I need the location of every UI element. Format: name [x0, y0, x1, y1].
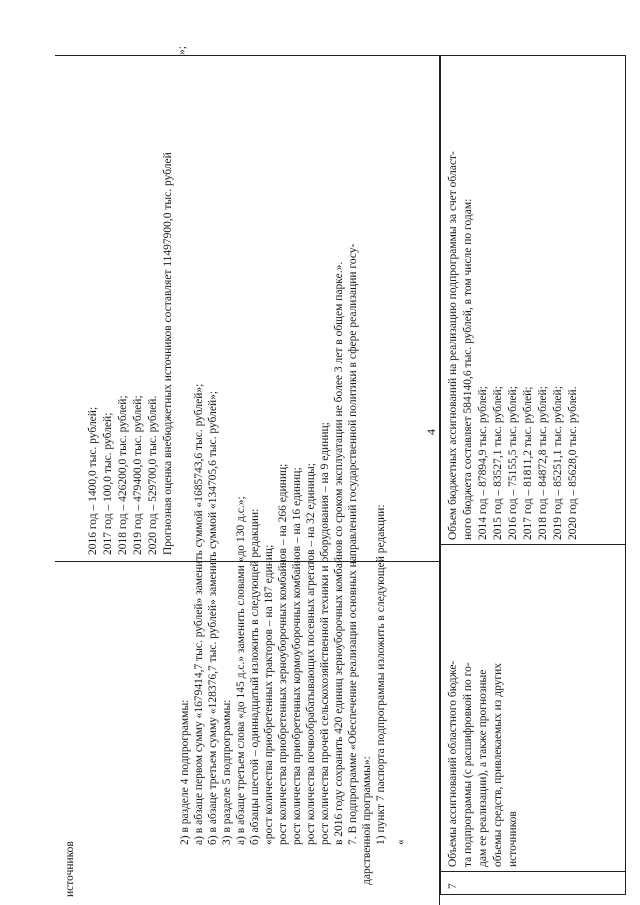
- body-line: 3) в разделе 5 подпрограммы:: [221, 699, 233, 845]
- table-row: 2018 год – 426200,0 тыс. рублей;: [117, 395, 129, 555]
- table-row: 2020 год – 529700,0 тыс. рублей.: [147, 395, 159, 555]
- table-cell-right: 2016 год – 75155,5 тыс. рублей;: [507, 386, 519, 540]
- table-row: 2017 год – 100,0 тыс. рублей;: [102, 412, 114, 555]
- table-cell-left: Объемы ассигнований областного бюдже-: [447, 660, 459, 867]
- table-row: 2016 год – 1400,0 тыс. рублей;: [87, 406, 99, 555]
- table-row: Прогнозная оценка внебюджетных источников составляет 11497900,0 тыс. рублей: [162, 152, 174, 555]
- body-line: 2) в разделе 4 подпрограммы:: [179, 699, 191, 845]
- body-line: «рост количества приобретенных тракторов – на 187 единиц;: [263, 544, 275, 845]
- table-cell-right: 2014 год – 87894,9 тыс. рублей;: [477, 386, 489, 540]
- table-row: 2019 год – 479400,0 тыс. рублей;: [132, 395, 144, 555]
- table-cell-right: 2015 год – 83527,1 тыс. рублей;: [492, 386, 504, 540]
- table-cell-left: объемы средств, привлекаемых из других: [492, 662, 504, 867]
- row-number: 7: [447, 883, 459, 889]
- body-line: 1) пункт 7 паспорта подпрограммы изложить в следующей редакции:: [375, 504, 387, 845]
- body-line: дарственной программы»:: [361, 756, 373, 885]
- table-cell-right: Объем бюджетных ассигнований на реализацию подпрограммы за счет област-: [447, 151, 459, 540]
- body-line: рост количества приобретенных кормоуборочных комбайнов – на 16 единиц;: [291, 467, 303, 845]
- table-cell-left: источников: [507, 811, 519, 867]
- body-line: рост количества приобретенных зерноуборочных комбайнов – на 266 единиц;: [277, 463, 289, 845]
- body-line: б) в абзаце третьем сумму «128376,7 тыс. рублей» заменить суммой «134705,6 тыс. рублей»;: [207, 390, 219, 845]
- table-cell-right: ного бюджета составляет 584140,6 тыс. рублей, в том числе по годам:: [462, 198, 474, 540]
- table-divider: [441, 871, 625, 872]
- table-cell-left: дам ее реализации), а также прогнозные: [477, 669, 489, 867]
- body-line: в 2016 году сохранить 420 единиц зерноуборочных комбайнов со сроком эксплуатации не более 3 лет в общем парке.».: [333, 261, 345, 845]
- page-number: 4: [424, 429, 438, 435]
- body-line: а) в абзаце третьем слова «до 145 д.с.» заменить словами «до 130 д.с.»;: [235, 496, 247, 845]
- label-cell: источников: [64, 841, 76, 897]
- table-divider: [441, 544, 625, 545]
- table-cell-right: 2020 год – 85628,0 тыс. рублей.: [567, 386, 579, 540]
- table-cell-right: 2017 год – 81811,2 тыс. рублей;: [522, 386, 534, 540]
- body-line: 7. В подпрограмме «Обеспечение реализации основных направлений государственной политики в сфере реализации госу-: [347, 243, 359, 845]
- opening-quote: «: [395, 839, 407, 845]
- table-cell-right: 2019 год – 85251,1 тыс. рублей;: [552, 386, 564, 540]
- table-cell-left: та подпрограммы (с расшифровкой по го-: [462, 662, 474, 867]
- body-line: б) абзацы шестой – одиннадцатый изложить в следующей редакции:: [249, 508, 261, 845]
- table-cell-right: 2018 год – 84872,8 тыс. рублей;: [537, 386, 549, 540]
- body-line: рост количества прочей сельскохозяйственной техники и оборудования – на 9 единиц;: [319, 422, 331, 845]
- body-line: рост количества почвообрабатывающих посевных агрегатов – на 32 единицы;: [305, 463, 317, 845]
- body-line: а) в абзаце первом сумму «1679414,7 тыс. рублей» заменить суммой «1685743,6 тыс. рублей»;: [193, 383, 205, 845]
- closing-quote: »;: [176, 46, 188, 55]
